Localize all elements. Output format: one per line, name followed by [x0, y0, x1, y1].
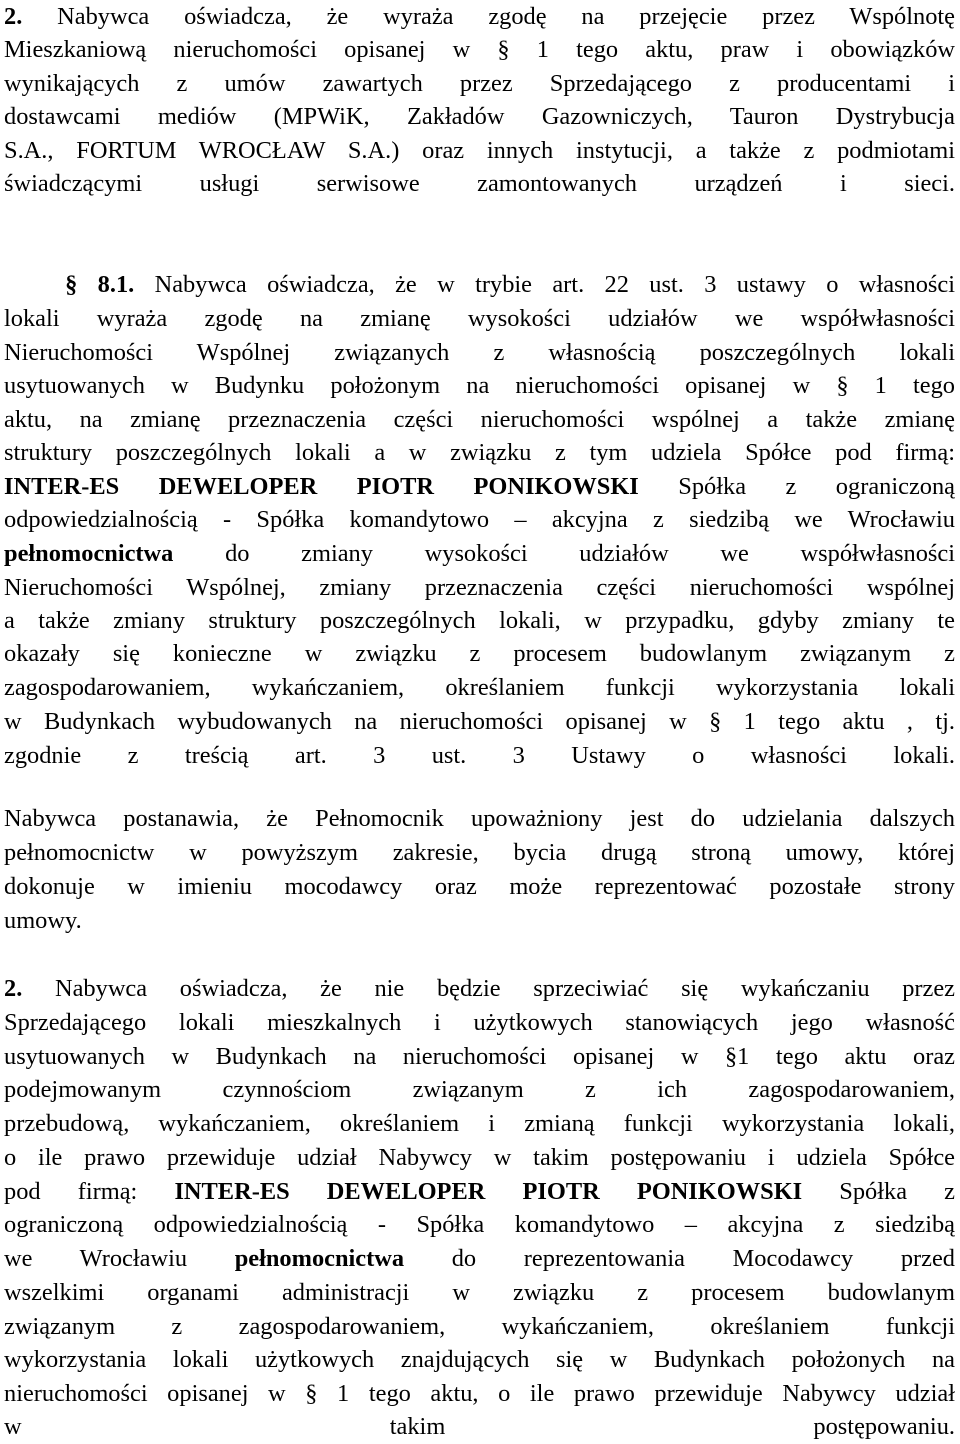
bold-text-run: INTER-ES DEWELOPER PIOTR PONIKOWSKI — [4, 473, 639, 500]
text-line — [4, 1107, 955, 1141]
text-run: dokonuje w imieniu mocodawcy oraz może reprezentować pozostałe strony — [4, 873, 955, 900]
text-line — [4, 167, 955, 201]
text-line — [4, 67, 955, 101]
text-line — [4, 537, 955, 571]
text-line — [4, 972, 955, 1006]
text-run: w takim postępowaniu. — [4, 1413, 955, 1440]
text-run: wynikających z umów zawartych przez Sprzedającego z producentami i — [4, 70, 955, 97]
text-line — [4, 302, 955, 336]
text-line — [4, 1276, 955, 1310]
text-line — [4, 436, 955, 470]
text-line — [4, 1410, 955, 1444]
text-run: pełnomocnictw w powyższym zakresie, bycia drugą stroną umowy, której — [4, 839, 955, 866]
text-run: S.A., FORTUM WROCŁAW S.A.) oraz innych instytucji, a także z podmiotami — [4, 137, 955, 164]
text-run: podejmowanym czynnościom związanym z ich zagospodarowaniem, — [4, 1076, 955, 1103]
text-run: a także zmiany struktury poszczególnych lokali, w przypadku, gdyby zmiany te — [4, 607, 955, 634]
text-line — [4, 0, 955, 34]
text-run: usytuowanych w Budynku położonym na nieruchomości opisanej w § 1 tego — [4, 372, 955, 399]
text-line — [4, 870, 955, 904]
text-run: zagospodarowaniem, wykańczaniem, określaniem funkcji wykorzystania lokali — [4, 674, 955, 701]
text-run: wykorzystania lokali użytkowych znajdujących się w Budynkach położonych na — [4, 1346, 955, 1373]
bold-text-run: § 8.1. — [65, 271, 135, 298]
text-run: lokali wyraża zgodę na zmianę wysokości udziałów we współwłasności — [4, 305, 955, 332]
text-line — [4, 503, 955, 537]
bold-text-run: INTER-ES DEWELOPER PIOTR PONIKOWSKI — [174, 1178, 803, 1205]
bold-text-run: 2. — [4, 975, 23, 1002]
text-run: Sprzedającego lokali mieszkalnych i użytkowych stanowiących jego własność — [4, 1009, 955, 1036]
text-run: wszelkimi organami administracji w związku z procesem budowlanym — [4, 1279, 955, 1306]
text-line — [4, 705, 955, 739]
text-run: o ile prawo przewiduje udział Nabywcy w takim postępowaniu i udziela Spółce — [4, 1144, 955, 1171]
text-line — [4, 604, 955, 638]
text-line — [4, 671, 955, 705]
text-run: aktu, na zmianę przeznaczenia części nieruchomości wspólnej a także zmianę — [4, 406, 955, 433]
text-line — [4, 470, 955, 504]
text-run: Mieszkaniową nieruchomości opisanej w § 1 tego aktu, praw i obowiązków — [4, 36, 955, 63]
text-run: związanym z zagospodarowaniem, wykańczaniem, określaniem funkcji — [4, 1313, 955, 1340]
text-run — [4, 271, 65, 298]
text-line — [4, 336, 955, 370]
text-run: zgodnie z treścią art. 3 ust. 3 Ustawy o własności lokali. — [4, 742, 955, 769]
text-run: Nabywca oświadcza, że nie będzie sprzeciwiać się wykańczaniu przez — [22, 975, 955, 1002]
text-line — [4, 268, 955, 302]
text-run: do zmiany wysokości udziałów we współwłasności — [173, 540, 955, 567]
text-run: umowy. — [4, 907, 82, 934]
text-run: w Budynkach wybudowanych na nieruchomości opisanej w § 1 tego aktu , tj. — [4, 708, 955, 735]
text-line — [4, 637, 955, 671]
text-run: nieruchomości opisanej w § 1 tego aktu, o ile prawo przewiduje Nabywcy udział — [4, 1380, 955, 1407]
text-line — [4, 1242, 955, 1276]
text-line — [4, 100, 955, 134]
bold-text-run: pełnomocnictwa — [234, 1245, 405, 1272]
text-run: ograniczoną odpowiedzialnością - Spółka komandytowo – akcyjna z siedzibą — [4, 1211, 955, 1238]
text-run: usytuowanych w Budynkach na nieruchomości opisanej w §1 tego aktu oraz — [4, 1043, 955, 1070]
text-run: Spółka z ograniczoną — [638, 473, 955, 500]
text-run: Nieruchomości Wspólnej związanych z własnością poszczególnych lokali — [4, 339, 955, 366]
text-run: pod firmą: — [4, 1178, 175, 1205]
text-line — [4, 1343, 955, 1377]
text-line — [4, 836, 955, 870]
text-line — [4, 1175, 955, 1209]
text-line — [4, 1141, 955, 1175]
text-line — [4, 904, 955, 938]
text-run: Nabywca oświadcza, że wyraża zgodę na przejęcie przez Wspólnotę — [22, 3, 955, 30]
text-line — [4, 369, 955, 403]
text-run: struktury poszczególnych lokali a w związku z tym udziela Spółce pod firmą: — [4, 439, 955, 466]
text-line — [4, 1310, 955, 1344]
text-run: we Wrocławiu — [4, 1245, 235, 1272]
text-line — [4, 1377, 955, 1411]
text-run: Nabywca oświadcza, że w trybie art. 22 ust. 3 ustawy o własności — [134, 271, 955, 298]
document-page — [4, 0, 955, 1444]
text-run: przebudową, wykańczaniem, określaniem i zmianą funkcji wykorzystania lokali, — [4, 1110, 955, 1137]
bold-text-run: 2. — [4, 3, 23, 30]
text-run: dostawcami mediów (MPWiK, Zakładów Gazowniczych, Tauron Dystrybucja — [4, 103, 955, 130]
text-line — [4, 33, 955, 67]
text-run: Nieruchomości Wspólnej, zmiany przeznaczenia części nieruchomości wspólnej — [4, 574, 955, 601]
text-line — [4, 134, 955, 168]
text-run: Nabywca postanawia, że Pełnomocnik upoważniony jest do udzielania dalszych — [4, 805, 955, 832]
text-line — [4, 802, 955, 836]
text-run: Spółka z — [802, 1178, 955, 1205]
text-run: świadczącymi usługi serwisowe zamontowanych urządzeń i sieci. — [4, 170, 955, 197]
bold-text-run: pełnomocnictwa — [4, 540, 174, 567]
text-run: okazały się konieczne w związku z procesem budowlanym związanym z — [4, 640, 955, 667]
text-line — [4, 1006, 955, 1040]
text-line — [4, 739, 955, 773]
text-line — [4, 1073, 955, 1107]
text-line — [4, 403, 955, 437]
text-run: do reprezentowania Mocodawcy przed — [404, 1245, 955, 1272]
text-line — [4, 1208, 955, 1242]
text-run: odpowiedzialnością - Spółka komandytowo – akcyjna z siedzibą we Wrocławiu — [4, 506, 955, 533]
text-line — [4, 571, 955, 605]
text-line — [4, 1040, 955, 1074]
